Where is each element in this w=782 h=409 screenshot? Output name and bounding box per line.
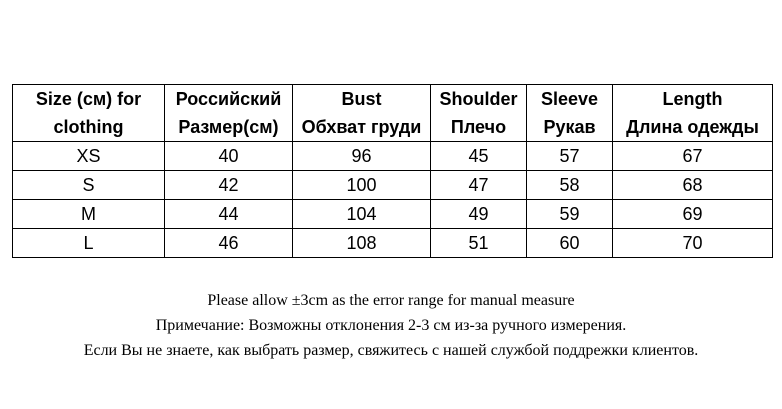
table-cell: 96 bbox=[293, 142, 431, 171]
header-russian-size-line1: Российский bbox=[175, 89, 282, 109]
header-sleeve-line1: Sleeve bbox=[540, 89, 599, 109]
header-sleeve bbox=[527, 85, 613, 142]
header-length-line2: Длина одежды bbox=[626, 117, 759, 137]
table-cell: M bbox=[13, 200, 165, 229]
table-row bbox=[13, 229, 773, 258]
table-header-row bbox=[13, 85, 773, 142]
table-cell: 45 bbox=[431, 142, 527, 171]
table-cell: 47 bbox=[431, 171, 527, 200]
header-shoulder-line1: Shoulder bbox=[439, 89, 518, 109]
header-bust-line1: Bust bbox=[341, 89, 382, 109]
table-cell: S bbox=[13, 171, 165, 200]
table-cell: 104 bbox=[293, 200, 431, 229]
table-cell: XS bbox=[13, 142, 165, 171]
size-chart-table bbox=[12, 84, 773, 258]
header-shoulder bbox=[431, 85, 527, 142]
table-cell: 58 bbox=[527, 171, 613, 200]
table-cell: 59 bbox=[527, 200, 613, 229]
header-size-clothing bbox=[13, 85, 165, 142]
table-cell: 68 bbox=[613, 171, 773, 200]
table-cell: 49 bbox=[431, 200, 527, 229]
table-row bbox=[13, 142, 773, 171]
table-row bbox=[13, 171, 773, 200]
table-cell: 67 bbox=[613, 142, 773, 171]
header-size-clothing-line2: clothing bbox=[53, 117, 124, 137]
table-cell: 100 bbox=[293, 171, 431, 200]
header-length bbox=[613, 85, 773, 142]
table-cell: L bbox=[13, 229, 165, 258]
table-cell: 40 bbox=[165, 142, 293, 171]
note-error-range-ru: Примечание: Возможны отклонения 2-3 см из-за ручного измерения. bbox=[155, 317, 627, 334]
header-length-line1: Length bbox=[662, 89, 723, 109]
header-bust-line2: Обхват груди bbox=[301, 117, 422, 137]
table-cell: 70 bbox=[613, 229, 773, 258]
header-russian-size bbox=[165, 85, 293, 142]
note-error-range-en: Please allow ±3cm as the error range for manual measure bbox=[207, 292, 575, 309]
measurement-notes bbox=[0, 288, 782, 363]
header-shoulder-line2: Плечо bbox=[450, 117, 507, 137]
header-bust bbox=[293, 85, 431, 142]
table-cell: 57 bbox=[527, 142, 613, 171]
table-cell: 42 bbox=[165, 171, 293, 200]
table-cell: 60 bbox=[527, 229, 613, 258]
header-russian-size-line2: Размер(см) bbox=[178, 117, 279, 137]
table-row bbox=[13, 200, 773, 229]
table-cell: 51 bbox=[431, 229, 527, 258]
table-cell: 69 bbox=[613, 200, 773, 229]
note-contact-support-ru: Если Вы не знаете, как выбрать размер, свяжитесь с нашей службой поддрежки клиентов. bbox=[83, 342, 699, 359]
header-size-clothing-line1: Size (см) for bbox=[35, 89, 142, 109]
table-cell: 108 bbox=[293, 229, 431, 258]
table-cell: 44 bbox=[165, 200, 293, 229]
table-cell: 46 bbox=[165, 229, 293, 258]
header-sleeve-line2: Рукав bbox=[543, 117, 596, 137]
